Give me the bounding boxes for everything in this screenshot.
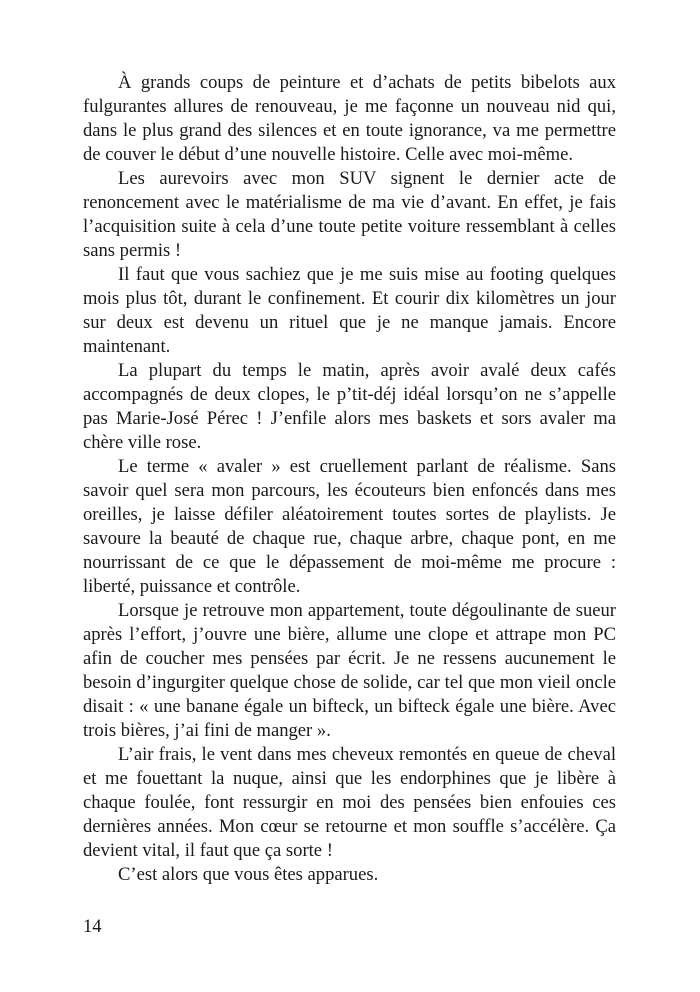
body-text [83, 71, 616, 887]
page-number: 14 [83, 916, 102, 937]
paragraph: À grands coups de peinture et d’achats de petits bibelots aux fulgurantes allures de renouveau, je me façonne un nouveau nid qui, dans le plus grand des silences et en toute ignorance, va me permettre de couver le début d’une nouvelle histoire. Celle avec moi-même. [83, 72, 616, 165]
paragraph: La plupart du temps le matin, après avoir avalé deux cafés accompagnés de deux clopes, le p’tit-déj idéal lorsqu’on ne s’appelle pas Marie-José Pérec ! J’enfile alors mes baskets et sors avaler ma chère ville rose. [83, 360, 616, 453]
paragraph: Il faut que vous sachiez que je me suis mise au footing quelques mois plus tôt, durant le confinement. Et courir dix kilomètres un jour sur deux est devenu un rituel que je ne manque jamais. Encore maintenant. [83, 264, 616, 357]
paragraph: Les aurevoirs avec mon SUV signent le dernier acte de renoncement avec le matérialisme de ma vie d’avant. En effet, je fais l’acquisition suite à cela d’une toute petite voiture ressemblant à celles sans permis ! [83, 168, 616, 261]
paragraph: L’air frais, le vent dans mes cheveux remontés en queue de cheval et me fouettant la nuque, ainsi que les endorphines que je libère à chaque foulée, font ressurgir en moi des pensées bien enfouies ces dernières années. Mon cœur se retourne et mon souffle s’accélère. Ça devient vital, il faut que ça sorte ! [83, 744, 616, 861]
paragraph: Le terme « avaler » est cruellement parlant de réalisme. Sans savoir quel sera mon parcours, les écouteurs bien enfoncés dans mes oreilles, je laisse défiler aléatoirement toutes sortes de playlists. Je savoure la beauté de chaque rue, chaque arbre, chaque pont, en me nourrissant de ce que le dépassement de moi-même me procure : liberté, puissance et contrôle. [83, 456, 616, 597]
paragraph: C’est alors que vous êtes apparues. [118, 864, 379, 885]
paragraph: Lorsque je retrouve mon appartement, toute dégoulinante de sueur après l’effort, j’ouvre une bière, allume une clope et attrape mon PC afin de coucher mes pensées par écrit. Je ne ressens aucunement le besoin d’ingurgiter quelque chose de solide, car tel que mon vieil oncle disait : « une banane égale un bifteck, un bifteck égale une bière. Avec trois bières, j’ai fini de manger ». [83, 600, 616, 741]
